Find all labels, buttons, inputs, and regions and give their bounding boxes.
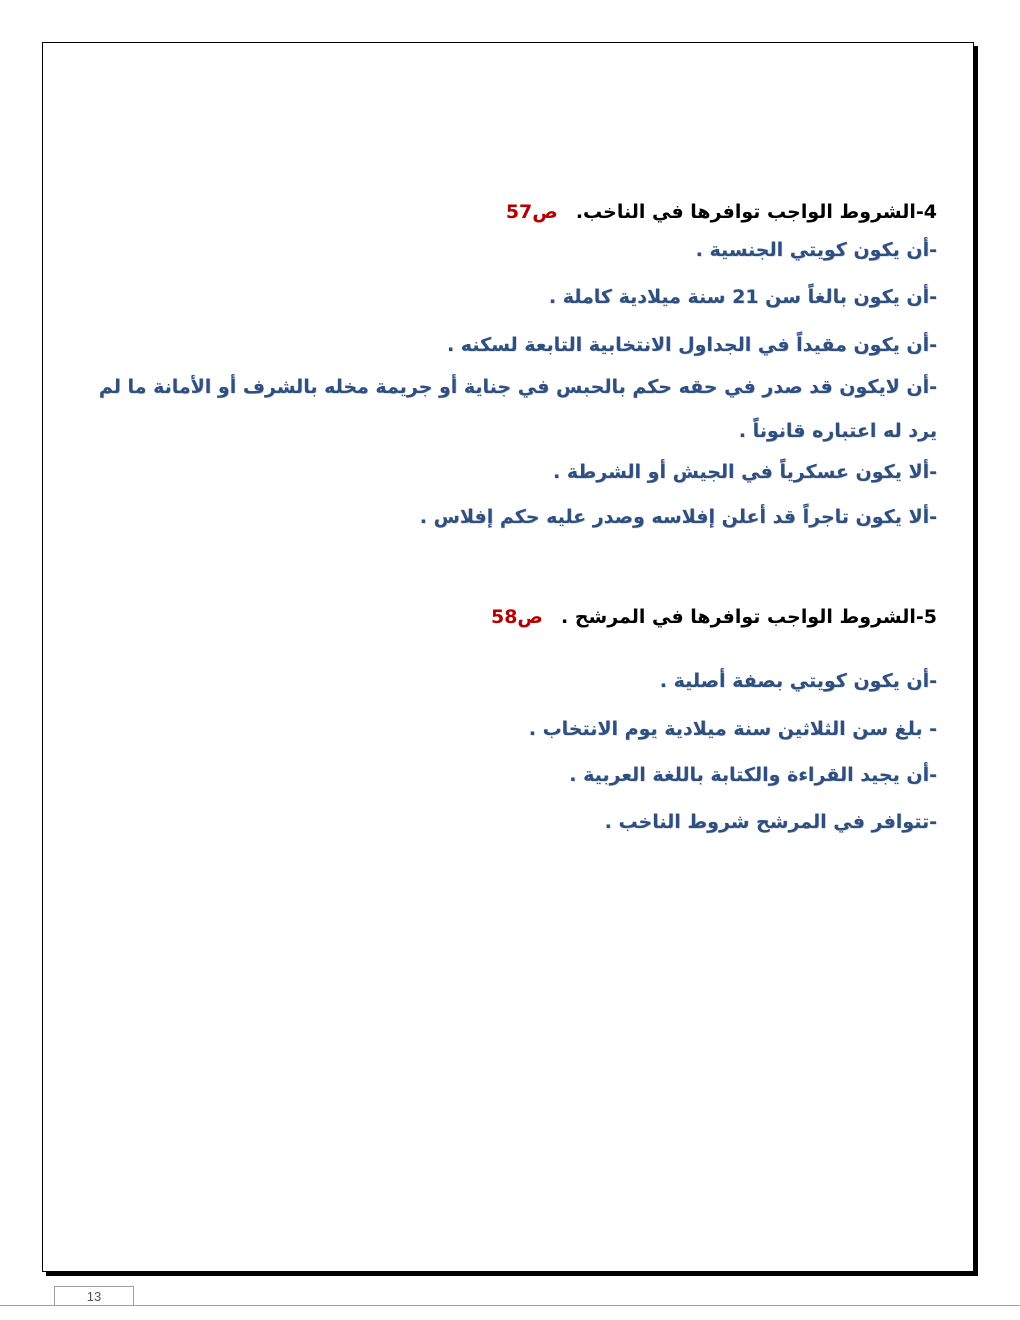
section-4-item-4: -أن لايكون قد صدر في حقه حكم بالحبس في جناية أو جريمة مخله بالشرف أو الأمانة ما لم يرد له اعتباره قانوناً .	[98, 376, 937, 442]
section-5-item-1: -أن يكون كويتي بصفة أصلية .	[659, 670, 937, 692]
section-5-item-4: -تتوافر في المرشح شروط الناخب .	[604, 811, 937, 833]
section-5-item-3: -أن يجيد القراءة والكتابة باللغة العربية .	[569, 764, 937, 786]
section-4-item-1: -أن يكون كويتي الجنسية .	[695, 239, 937, 261]
section-4-item-3: -أن يكون مقيداً في الجداول الانتخابية التابعة لسكنه .	[446, 334, 937, 356]
section-4-item-6: -ألا يكون تاجراً قد أعلن إفلاسه وصدر عليه حكم إفلاس .	[419, 506, 937, 528]
section-4-item-2: -أن يكون بالغاً سن 21 سنة ميلادية كاملة .	[548, 286, 937, 308]
page-content	[42, 42, 974, 1272]
section-5-page-ref: ص58	[490, 606, 543, 628]
page-number: 13	[54, 1286, 134, 1305]
section-4-item-5: -ألا يكون عسكرياً في الجيش أو الشرطة .	[553, 461, 937, 483]
section-4-heading	[506, 200, 937, 224]
section-5-item-2: - بلغ سن الثلاثين سنة ميلادية يوم الانتخاب .	[528, 718, 937, 740]
section-4-page-ref: ص57	[505, 201, 558, 223]
footer-rule	[0, 1305, 1020, 1306]
section-5-heading	[491, 605, 937, 629]
section-4-title: 4-الشروط الواجب توافرها في الناخب.	[575, 201, 937, 223]
section-5-title: 5-الشروط الواجب توافرها في المرشح .	[560, 606, 937, 628]
